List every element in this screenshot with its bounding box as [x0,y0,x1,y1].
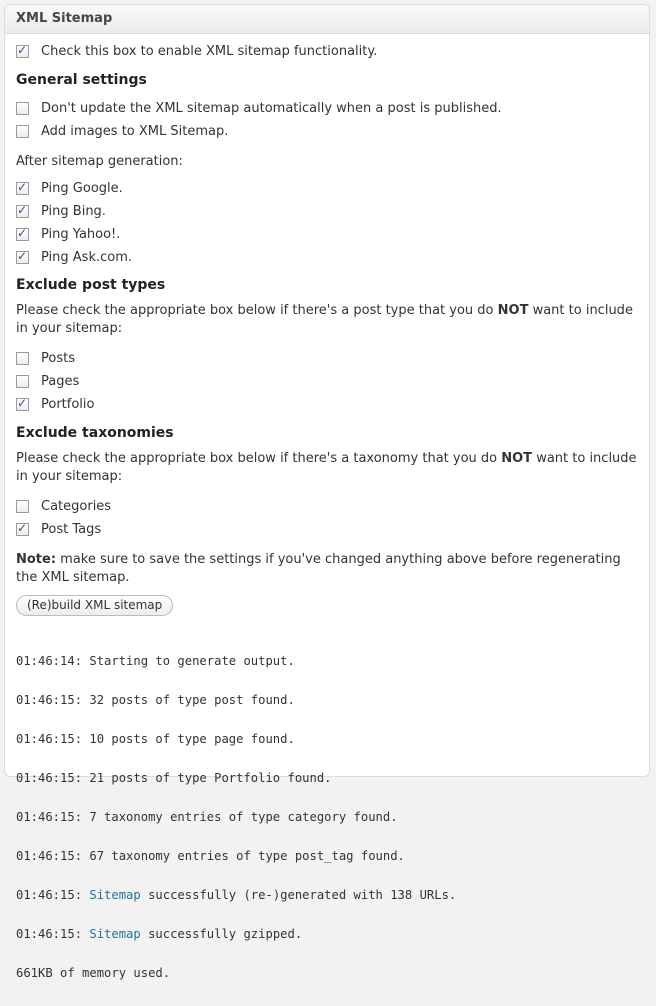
log-line-sitemap-gzipped [16,928,639,941]
taxonomies-description [16,450,639,486]
note-text: make sure to save the settings if you've changed anything above before regenerating the XML sitemap. [16,552,621,585]
log-line: 01:46:15: 10 posts of type page found. [16,732,295,746]
exclude-post-types-heading: Exclude post types [16,277,166,293]
save-note [16,551,639,587]
ping-yahoo-row[interactable] [16,223,639,246]
sitemap-gz-link[interactable]: Sitemap [89,927,141,941]
log-line: 01:46:15: 32 posts of type post found. [16,693,295,707]
log-suffix: successfully (re-)generated with 138 URLs. [140,888,457,902]
panel-content [5,34,649,1006]
log-line-sitemap-generated [16,889,639,902]
exclude-categories-row[interactable] [16,495,639,518]
add-images-checkbox[interactable] [16,125,29,138]
exclude-categories-label: Categories [41,499,112,514]
taxonomies-desc-text: Please check the appropriate box below if there's a taxonomy that you do [16,451,502,466]
generation-log [16,629,639,1006]
ping-google-checkbox[interactable] [16,182,29,195]
exclude-pages-row[interactable] [16,370,639,393]
ping-google-label: Ping Google. [41,181,123,196]
ping-ask-label: Ping Ask.com. [41,250,133,265]
exclude-categories-checkbox[interactable] [16,500,29,513]
ping-ask-row[interactable] [16,246,639,269]
exclude-post-tags-row[interactable] [16,518,639,541]
add-images-label: Add images to XML Sitemap. [41,124,229,139]
log-line: 01:46:15: 7 taxonomy entries of type category found. [16,810,398,824]
enable-sitemap-label: Check this box to enable XML sitemap functionality. [41,44,378,59]
exclude-post-tags-label: Post Tags [41,522,102,537]
post-types-description [16,302,639,338]
exclude-pages-checkbox[interactable] [16,375,29,388]
taxonomies-desc-bold: NOT [501,451,533,466]
add-images-row[interactable] [16,120,639,143]
no-auto-update-row[interactable] [16,97,639,120]
log-line: 01:46:14: Starting to generate output. [16,654,295,668]
note-bold: Note: [16,552,57,567]
exclude-portfolio-label: Portfolio [41,397,95,412]
exclude-posts-row[interactable] [16,347,639,370]
ping-yahoo-label: Ping Yahoo!. [41,227,121,242]
general-settings-heading: General settings [16,72,147,88]
no-auto-update-label: Don't update the XML sitemap automatically when a post is published. [41,101,502,116]
post-types-desc-text: Please check the appropriate box below if there's a post type that you do [16,303,498,318]
rebuild-sitemap-button[interactable]: (Re)build XML sitemap [16,595,173,616]
ping-ask-checkbox[interactable] [16,251,29,264]
taxonomies-desc-text-end: want to include in your sitemap: [16,451,637,484]
exclude-pages-label: Pages [41,374,80,389]
exclude-portfolio-checkbox[interactable] [16,398,29,411]
enable-sitemap-row[interactable] [16,40,639,63]
exclude-posts-label: Posts [41,351,75,366]
log-line: 01:46:15: 67 taxonomy entries of type post_tag found. [16,849,405,863]
log-suffix: successfully gzipped. [140,927,303,941]
log-prefix: 01:46:15: [16,888,90,902]
post-types-desc-text-end: want to include in your sitemap: [16,303,633,336]
post-types-desc-bold: NOT [497,303,529,318]
exclude-posts-checkbox[interactable] [16,352,29,365]
exclude-portfolio-row[interactable] [16,393,639,416]
log-prefix: 01:46:15: [16,927,90,941]
no-auto-update-checkbox[interactable] [16,102,29,115]
after-generation-label: After sitemap generation: [16,154,183,169]
panel-title: XML Sitemap [5,5,649,34]
exclude-taxonomies-heading: Exclude taxonomies [16,425,174,441]
ping-yahoo-checkbox[interactable] [16,228,29,241]
enable-sitemap-checkbox[interactable] [16,45,29,58]
exclude-post-tags-checkbox[interactable] [16,523,29,536]
ping-bing-label: Ping Bing. [41,204,106,219]
log-line: 01:46:15: 21 posts of type Portfolio found. [16,771,332,785]
log-memory-line: 661KB of memory used. [16,966,171,980]
ping-bing-row[interactable] [16,200,639,223]
ping-google-row[interactable] [16,177,639,200]
sitemap-link[interactable]: Sitemap [89,888,141,902]
xml-sitemap-panel [4,4,650,980]
ping-bing-checkbox[interactable] [16,205,29,218]
